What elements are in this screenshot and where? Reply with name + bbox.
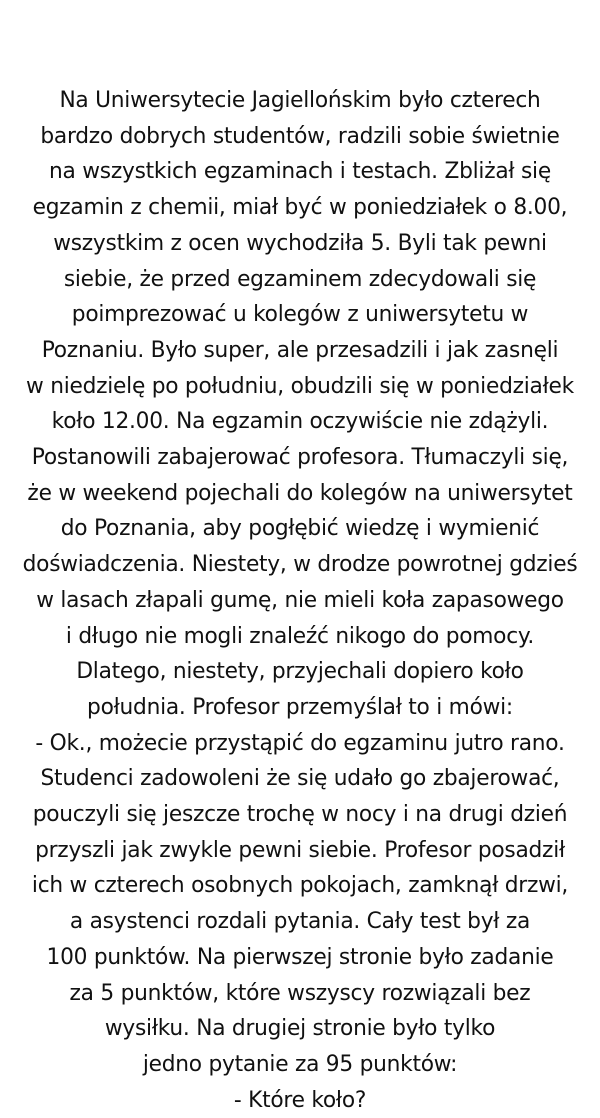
text-line: na wszystkich egzaminach i testach. Zbliżał się: [49, 159, 551, 185]
text-line: Poznaniu. Było super, ale przesadzili i jak zasnęli: [41, 337, 559, 363]
text-line: Postanowili zabajerować profesora. Tłumaczyli się,: [31, 445, 569, 471]
text-line: Dlatego, niestety, przyjechali dopiero koło: [76, 659, 524, 685]
text-line: przyszli jak zwykle pewni siebie. Profesor posadził: [35, 837, 565, 863]
text-line: doświadczenia. Niestety, w drodze powrotnej gdzieś: [22, 552, 578, 578]
text-line: południa. Profesor przemyślał to i mówi:: [87, 694, 513, 720]
text-line: Na Uniwersytecie Jagiellońskim było czterech: [59, 88, 541, 113]
text-line: siebie, że przed egzaminem zdecydowali się: [63, 266, 537, 292]
text-line: że w weekend pojechali do kolegów na uniwersytet: [27, 480, 573, 506]
text-line: jedno pytanie za 95 punktów:: [142, 1051, 458, 1077]
text-line: w lasach złapali gumę, nie mieli koła zapasowego: [36, 587, 564, 613]
text-line: bardzo dobrych studentów, radzili sobie świetnie: [40, 123, 560, 149]
text-line: i długo nie mogli znaleźć nikogo do pomocy.: [65, 623, 535, 649]
text-line: w niedzielę po południu, obudzili się w poniedziałek: [26, 373, 574, 399]
text-line: poimprezować u kolegów z uniwersytetu w: [71, 302, 529, 328]
text-line: wszystkim z ocen wychodziła 5. Byli tak pewni: [53, 230, 547, 256]
text-line: wysiłku. Na drugiej stronie było tylko: [104, 1016, 496, 1042]
text-line: pouczyli się jeszcze trochę w nocy i na drugi dzień: [32, 802, 568, 828]
text-line: do Poznania, aby pogłębić wiedzę i wymienić: [60, 516, 540, 542]
text-line: a asystenci rozdali pytania. Cały test był za: [69, 909, 531, 935]
text-line: za 5 punktów, które wszyscy rozwiązali bez: [69, 980, 531, 1006]
joke-text-block: [0, 83, 600, 1118]
punchline: - Które koło?: [233, 1087, 367, 1113]
text-line: ich w czterech osobnych pokojach, zamknął drzwi,: [31, 873, 569, 899]
text-line: - Ok., możecie przystąpić do egzaminu jutro rano.: [35, 730, 565, 756]
text-line: egzamin z chemii, miał być w poniedziałek o 8.00,: [32, 195, 568, 221]
text-line: koło 12.00. Na egzamin oczywiście nie zdążyli.: [51, 409, 549, 435]
text-line: 100 punktów. Na pierwszej stronie było zadanie: [46, 944, 554, 970]
text-line: Studenci zadowoleni że się udało go zbajerować,: [40, 766, 560, 792]
